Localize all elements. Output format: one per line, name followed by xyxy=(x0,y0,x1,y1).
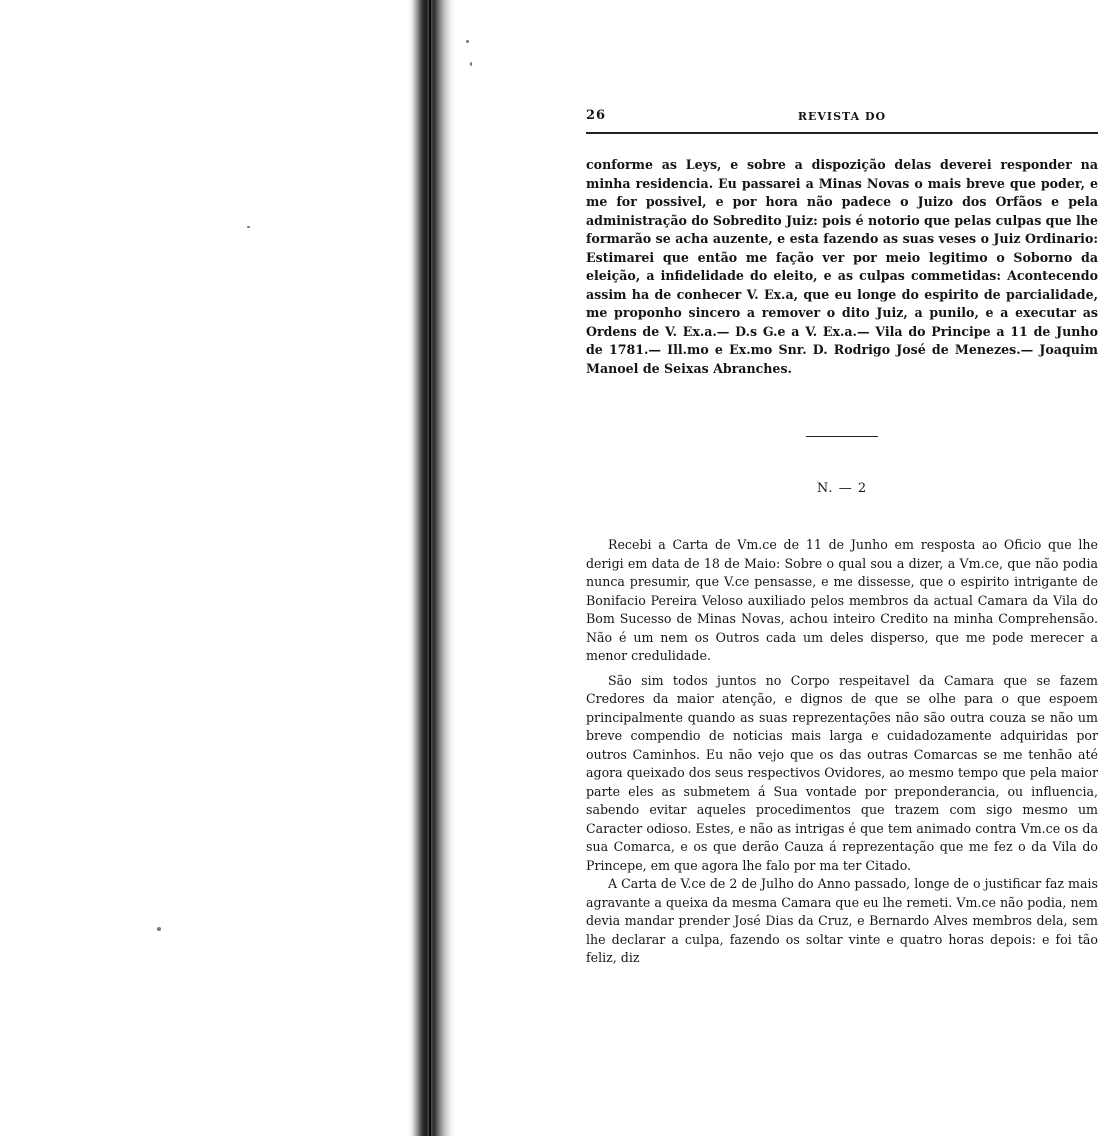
section-divider xyxy=(806,436,878,437)
book-gutter-line xyxy=(429,0,431,1136)
page-number: 26 xyxy=(586,108,607,123)
scan-speck xyxy=(470,62,472,66)
paragraph-body-2: São sim todos juntos no Corpo respeitavel da Camara que se fazem Credores da maior atenção, e dignos de que se olhe para o que espoem principalmente quando as suas reprezentações não são outra couza se não um breve compendio de noticias mais larga e cuidadozamente adquiridas por outros Caminhos. Eu não vejo que os das outras Comarcas se me tenhão até agora queixado dos seus respectivos Ovidores, ao mesmo tempo que pela maior parte eles as submetem á Sua vontade por preponderancia, ou influencia, sabendo evitar aqueles procedimentos que trazem com sigo mesmo um Caracter odioso. Estes, e não as intrigas é que tem animado contra Vm.ce os da sua Comarca, e os que derão Cauza á reprezentação que me fez o da Vila do Princepe, em que agora lhe falo por ma ter Citado. xyxy=(586,672,1098,873)
header-rule xyxy=(586,132,1098,134)
page-header xyxy=(586,108,1098,128)
paragraph-letter-end: conforme as Leys, e sobre a dispozição delas deverei responder na minha residencia. Eu passarei a Minas Novas o mais breve que poder, e me for possivel, e por hora não padece o Juizo dos Orfãos e pela administração do Sobredito Juiz: pois é notorio que pelas culpas que lhe formarão se acha auzente, e esta fazendo as suas veses o Juiz Ordinario: Estimarei que então me fação ver por meio legitimo o Soborno da eleição, a infidelidade do eleito, e as culpas commetidas: Acontecendo assim ha de conhecer V. Ex.a, que eu longe do espirito de parcialidade, me proponho sincero a remover o dito Juiz, a punilo, e a executar as Ordens de V. Ex.a.— D.s G.e a V. Ex.a.— Vila do Principe a 11 de Junho de 1781.— Ill.mo e Ex.mo Snr. D. Rodrigo José de Menezes.— Joaquim Manoel de Seixas Abranches. xyxy=(586,157,1098,376)
scan-speck xyxy=(157,927,161,931)
running-head: REVISTA DO xyxy=(797,110,887,123)
section-number: N. — 2 xyxy=(816,481,868,496)
book-page xyxy=(586,108,1098,968)
scan-speck xyxy=(466,40,469,43)
paragraph-body-3: A Carta de V.ce de 2 de Julho do Anno passado, longe de o justificar faz mais agravante a queixa da mesma Camara que eu lhe remeti. Vm.ce não podia, nem devia mandar prender José Dias da Cruz, e Bernardo Alves membros dela, sem lhe declarar a culpa, fazendo os soltar vinte e quatro horas depois: e foi tão feliz, diz xyxy=(586,876,1098,965)
scan-speck xyxy=(247,226,250,228)
book-gutter-shadow xyxy=(408,0,456,1136)
paragraph-body-1: Recebi a Carta de Vm.ce de 11 de Junho em resposta ao Oficio que lhe derigi em data de 18 de Maio: Sobre o qual sou a dizer, a Vm.ce, que não podia nunca presumir, que V.ce pensasse, e me dissesse, que o espirito intrigante de Bonifacio Pereira Veloso auxiliado pelos membros da actual Camara da Vila do Bom Sucesso de Minas Novas, achou inteiro Credito na minha Comprehensão. Não é um nem os Outros cada um deles disperso, que me pode merecer a menor credulidade. xyxy=(586,537,1098,663)
